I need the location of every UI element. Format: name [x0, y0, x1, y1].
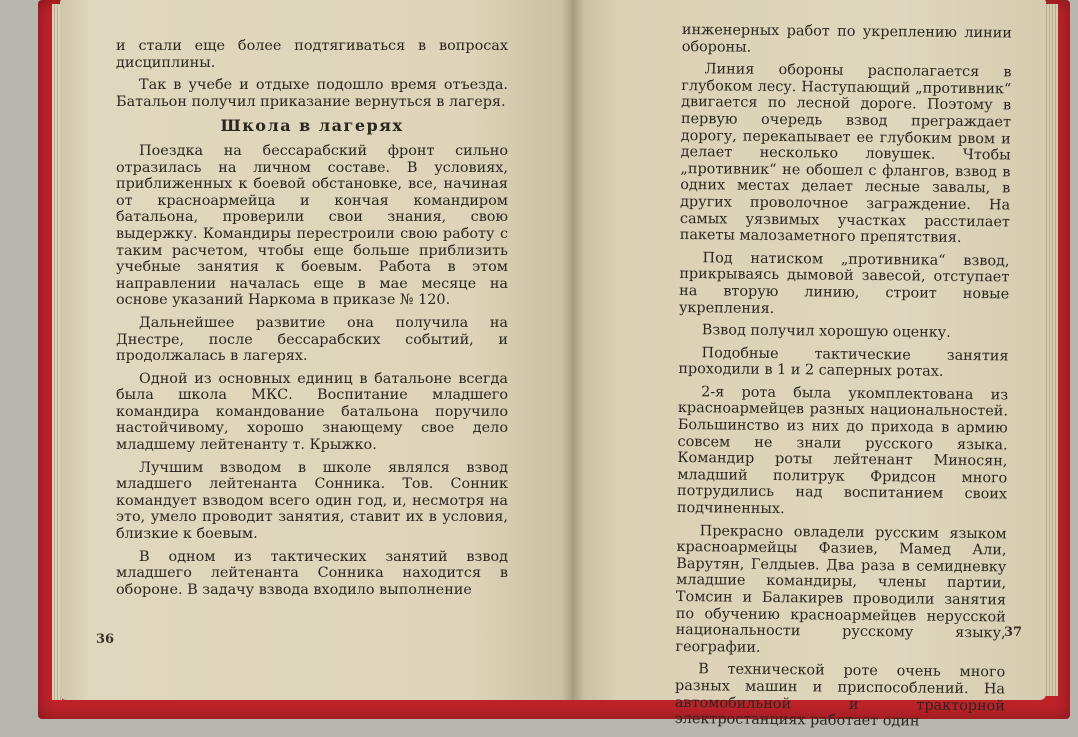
left-page-text	[116, 38, 508, 604]
paragraph: Поездка на бессарабский фронт сильно отразилась на личном составе. В условиях, приближенных к боевой обстановке, все, начиная от красноармейца и кончая командиром батальона, проверили свои знания, свою выдержку. Командиры перестроили свою работу с таким расчетом, чтобы еще больше приблизить учебные занятия к боевым. Работа в этом направлении началась еще в мае месяце на основе указаний Наркома в приказе № 120.	[116, 142, 508, 309]
left-page	[60, 0, 572, 700]
paragraph: инженерных работ по укреплению линии обороны.	[681, 22, 1012, 56]
paragraph: 2-я рота была укомплектована из красноармейцев разных национальностей. Большинство из них до прихода в армию совсем не знали русского языка. Командир роты лейтенант Миносян, младший политрук Фридсон много потрудились над воспитанием своих подчиненных.	[676, 384, 1009, 518]
book-gutter	[562, 0, 584, 700]
page-edges-right	[1044, 4, 1058, 696]
paragraph: Лучшим взводом в школе являлся взвод младшего лейтенанта Сонника. Тов. Сонник командует взводом всего один год, и, несмотря на это, умело проводит занятия, ставит их в условия, близкие к боевым.	[116, 459, 508, 543]
paragraph: В одном из тактических занятий взвод младшего лейтенанта Сонника находится в обороне. В задачу взвода входило выполнение	[116, 548, 508, 598]
section-heading: Школа в лагерях	[220, 116, 404, 136]
paragraph: Под натиском „противника“ взвод, прикрываясь дымовой завесой, отступает на вторую линию, строит новые укрепления.	[678, 249, 1010, 317]
right-page-text	[675, 22, 1012, 737]
paragraph: Одной из основных единиц в батальоне всегда была школа МКС. Воспитание младшего командира командование батальона поручило настойчивому, хорошо знающему свое дело младшему лейтенанту т. Крыжко.	[116, 370, 508, 454]
page-number-right: 37	[1004, 625, 1023, 640]
page-number-left: 36	[96, 632, 115, 647]
paragraph: Так в учебе и отдыхе подошло время отъезда. Батальон получил приказание вернуться в лагеря.	[116, 77, 508, 110]
paragraph: и стали еще более подтягиваться в вопросах дисциплины.	[116, 38, 508, 71]
paragraph: В технической роте очень много разных машин и приспособлений. На автомобильной и тракторной электростанциях работает один	[674, 661, 1006, 730]
paragraph: Подобные тактические занятия проходили в 1 и 2 саперных ротах.	[678, 344, 1009, 381]
paragraph: Взвод получил хорошую оценку.	[701, 322, 951, 341]
paragraph: Прекрасно овладели русским языком красноармейцы Фазиев, Мамед Али, Варутян, Гелдыев. Два раза в семидневку младшие командиры, члены партии, Томсин и Балакирев проводили занятия по обучению красноармейцев нерусской национальности русскому языку, географии.	[675, 522, 1007, 656]
paragraph: Линия обороны располагается в глубоком лесу. Наступающий „противник“ двигается по лесной дороге. Поэтому в первую очередь взвод преграждает дорогу, перекапывает ее глубоким рвом и делает несколько ловушек. Чтобы „противник“ не обошел с флангов, взвод в одних местах делает лесные завалы, в других проволочное заграждение. На самых уязвимых участках расстилает пакеты малозаметного препятствия.	[679, 61, 1012, 247]
paragraph: Дальнейшее развитие она получила на Днестре, после бессарабских событий, и продолжалась в лагерях.	[116, 314, 508, 365]
right-page	[572, 0, 1046, 730]
